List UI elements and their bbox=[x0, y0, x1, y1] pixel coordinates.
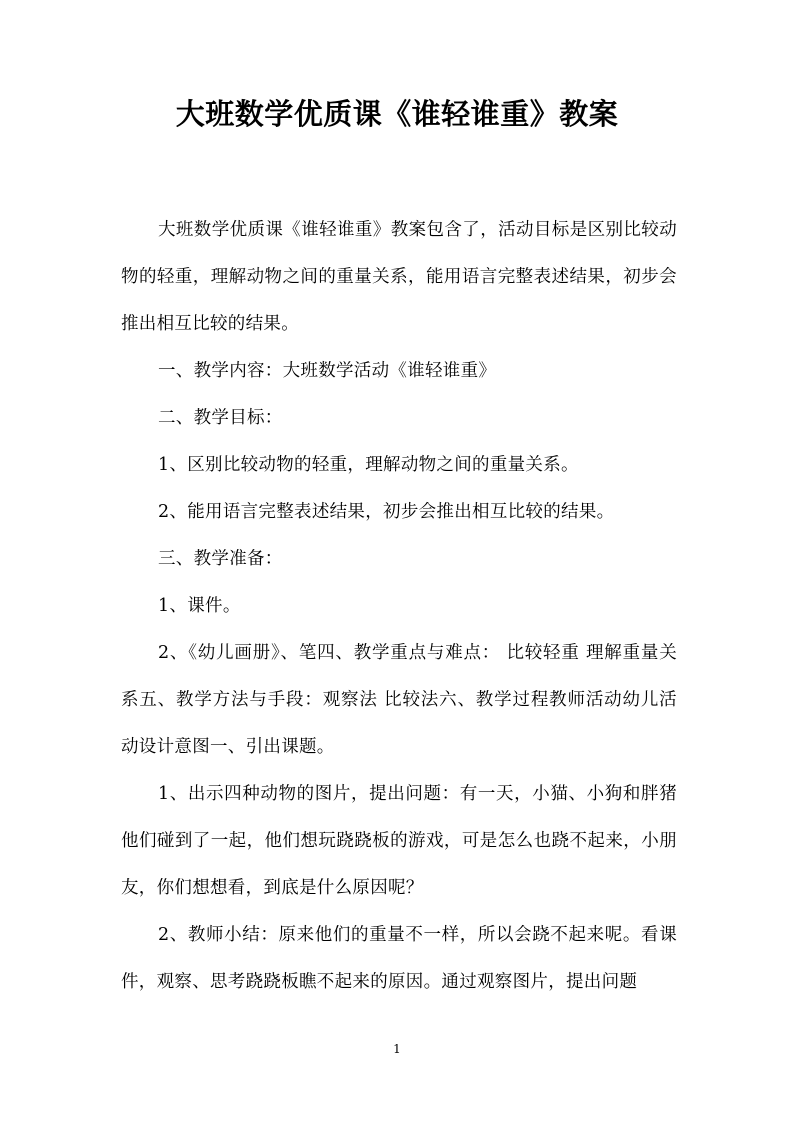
paragraph-goal-1: 1、区别比较动物的轻重，理解动物之间的重量关系。 bbox=[158, 455, 579, 475]
paragraph-process-2: 2、教师小结：原来他们的重量不一样，所以会跷不起来呢。看课件，观察、思考跷跷板瞧不起来的原因。通过观察图片，提出问题 bbox=[121, 925, 677, 992]
paragraph-goal-2: 2、能用语言完整表述结果，初步会推出相互比较的结果。 bbox=[158, 502, 615, 522]
paragraph-section-2: 二、教学目标： bbox=[158, 408, 283, 428]
paragraph-section-1: 一、教学内容：大班数学活动《谁轻谁重》 bbox=[158, 361, 497, 381]
paragraph-intro: 大班数学优质课《谁轻谁重》教案包含了，活动目标是区别比较动物的轻重，理解动物之间的重量关系，能用语言完整表述结果，初步会推出相互比较的结果。 bbox=[121, 220, 677, 334]
paragraph-prep-1: 1、课件。 bbox=[158, 596, 241, 616]
page-number: 1 bbox=[393, 1042, 401, 1056]
document-body bbox=[121, 207, 677, 1006]
page-title: 大班数学优质课《谁轻谁重》教案 bbox=[175, 97, 619, 131]
paragraph-prep-2: 2、《幼儿画册》、笔四、教学重点与难点： 比较轻重 理解重量关系五、教学方法与手段：观察法 比较法六、教学过程教师活动幼儿活动设计意图一、引出课题。 bbox=[121, 643, 677, 757]
paragraph-section-3: 三、教学准备： bbox=[158, 549, 283, 569]
paragraph-process-1: 1、出示四种动物的图片，提出问题：有一天，小猫、小狗和胖猪他们碰到了一起，他们想玩跷跷板的游戏，可是怎么也跷不起来，小朋友，你们想想看，到底是什么原因呢？ bbox=[121, 784, 677, 898]
